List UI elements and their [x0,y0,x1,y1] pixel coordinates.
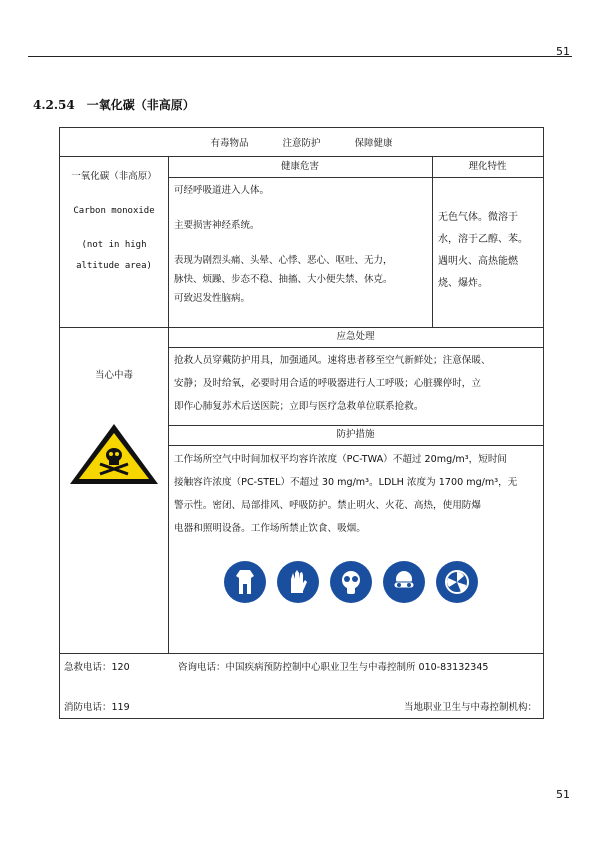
properties-line: 遇明火、高热能燃 [438,256,518,267]
protection-line: 电器和照明设备。工作场所禁止饮食、吸烟。 [174,523,366,534]
health-hazard-line: 可致迟发性脑病。 [174,293,251,304]
page-number-top: 51 [556,45,570,58]
substance-name-en: Carbon monoxide [73,206,155,216]
emergency-text [174,349,540,418]
section-title: 4.2.54 一氧化碳（非高原） [33,98,195,112]
health-hazard-text [174,181,430,308]
emergency-heading: 应急处理 [336,331,375,342]
substance-note-en-1: (not in high [81,240,147,250]
emergency-line: 即作心肺复苏术后送医院；立即与医疗急救单位联系抢救。 [174,401,424,412]
header-tags [60,128,543,156]
health-hazard-line: 主要损害神经系统。 [174,220,260,231]
gas-mask-icon [330,561,372,603]
health-hazard-line: 脉快、烦躁、步态不稳、抽搐、大小便失禁、休克。 [174,274,393,285]
emergency-line: 安静；及时给氧，必要时用合适的呼吸器进行人工呼吸；心脏骤停时，立 [174,378,481,389]
health-hazard-line: 表现为剧烈头痛、头晕、心悸、恶心、呕吐、无力， [174,255,393,266]
divider [168,347,543,348]
protection-heading: 防护措施 [336,429,375,440]
tag-health: 保障健康 [354,138,393,149]
divider [432,156,433,327]
properties-line: 烧、爆炸。 [438,278,488,289]
protection-text [174,448,540,540]
health-hazard-heading: 健康危害 [280,161,319,172]
emergency-line: 抢救人员穿戴防护用具，加强通风。速将患者移至空气新鲜处；注意保暖、 [174,355,491,366]
header-rule [28,56,572,57]
properties-heading: 理化特性 [468,161,507,172]
protective-clothing-icon [224,561,266,603]
substance-note-en-2: altitude area) [76,261,152,271]
divider [60,653,543,654]
substance-name-cn: 一氧化碳（非高原） [71,171,157,182]
fire-phone: 消防电话：119 [64,702,130,713]
skull-crossbones-icon [68,422,160,486]
ppe-icons [224,561,478,603]
protection-line: 工作场所空气中时间加权平均容许浓度（PC-TWA）不超过 20mg/m³，短时间 [174,454,508,465]
warning-label: 当心中毒 [94,370,133,381]
page-number-bottom: 51 [556,788,570,801]
tag-toxic: 有毒物品 [210,138,249,149]
properties-text [438,207,542,295]
safety-goggles-icon [383,561,425,603]
hazard-sheet [59,127,544,719]
protection-line: 警示性。密闭、局部排风、呼吸防护。禁止明火、火花、高热，使用防爆 [174,500,481,511]
health-hazard-line: 可经呼吸道进入人体。 [174,185,270,196]
ventilation-icon [436,561,478,603]
protective-gloves-icon [277,561,319,603]
properties-line: 无色气体。微溶于 [438,212,518,223]
divider [168,445,543,446]
divider [168,177,543,178]
properties-line: 水，溶于乙醇、苯。 [438,234,528,245]
first-aid-phone: 急救电话：120 [64,662,130,673]
consult-phone: 咨询电话：中国疾病预防控制中心职业卫生与中毒控制所 010-83132345 [178,662,489,673]
protection-line: 接触容许浓度（PC-STEL）不超过 30 mg/m³。LDLH 浓度为 1700 mg/m³，无 [174,477,518,488]
warning-sign [68,422,160,486]
tag-caution: 注意防护 [282,138,321,149]
divider [168,156,169,653]
local-agency: 当地职业卫生与中毒控制机构： [403,702,537,713]
substance-name-block [60,168,168,271]
